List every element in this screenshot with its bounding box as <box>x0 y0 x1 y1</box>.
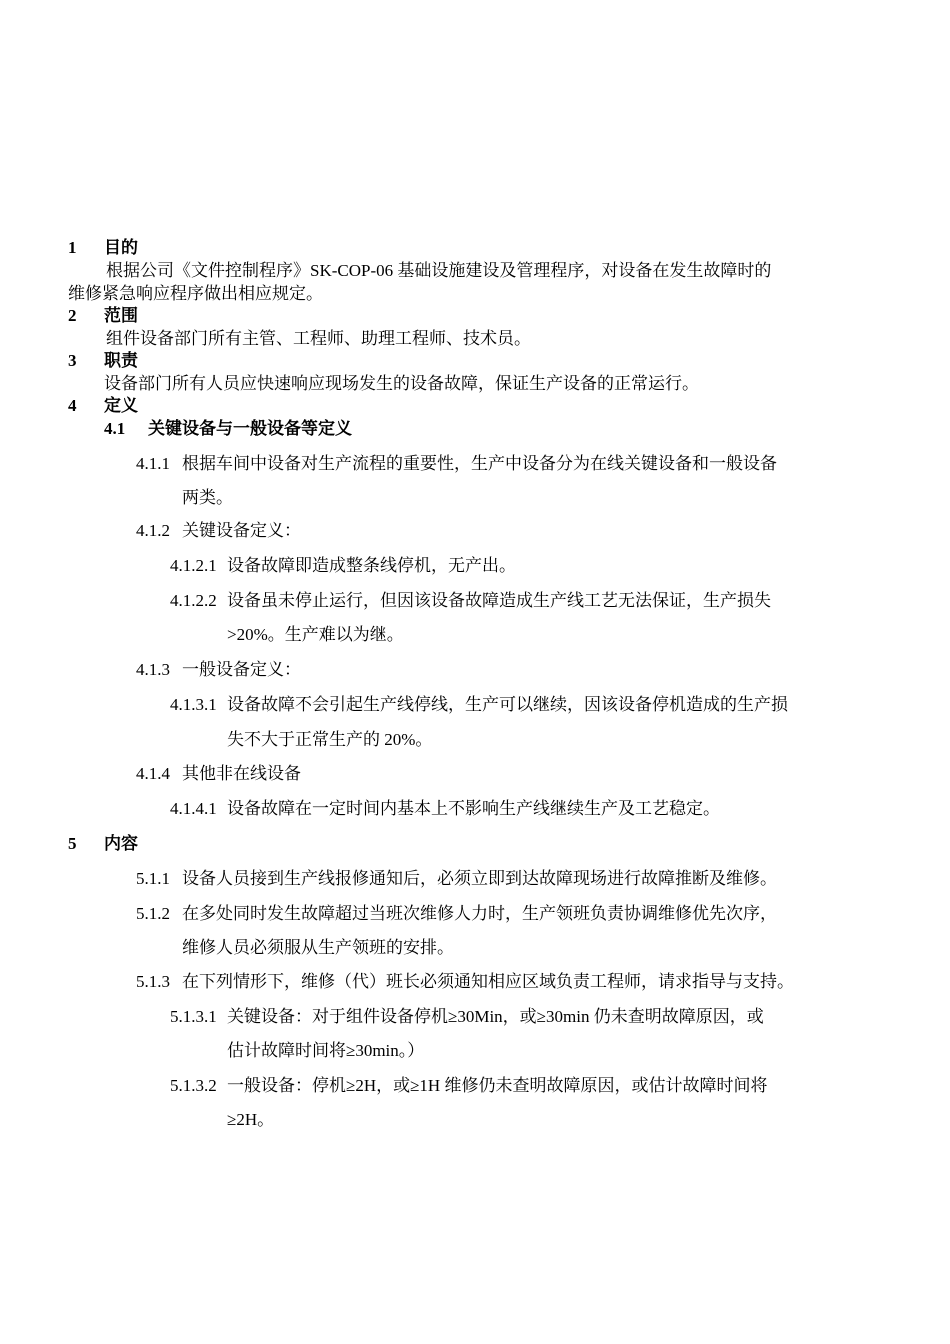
item-4-1-3: 4.1.3 一般设备定义： <box>136 660 301 679</box>
section-3-heading: 3 职责 <box>68 351 138 370</box>
item-4-1-2-2: 4.1.2.2 设备虽未停止运行，但因该设备故障造成生产线工艺无法保证，生产损失 <box>170 591 771 610</box>
item-5-1-3-1-cont: 估计故障时间将≥30min。） <box>227 1041 425 1060</box>
item-5-1-3-1: 5.1.3.1 关键设备：对于组件设备停机≥30Min，或≥30min 仍未查明故障原因，或 <box>170 1007 764 1026</box>
section-2-text: 组件设备部门所有主管、工程师、助理工程师、技术员。 <box>106 329 531 348</box>
item-5-1-2-cont: 维修人员必须服从生产领班的安排。 <box>182 938 454 957</box>
section-5-heading: 5 内容 <box>68 834 138 853</box>
item-4-1-4-1: 4.1.4.1 设备故障在一定时间内基本上不影响生产线继续生产及工艺稳定。 <box>170 799 720 818</box>
item-4-1-2: 4.1.2 关键设备定义： <box>136 521 301 540</box>
section-4-heading: 4 定义 <box>68 396 138 415</box>
item-4-1-1: 4.1.1 根据车间中设备对生产流程的重要性，生产中设备分为在线关键设备和一般设备 <box>136 454 777 473</box>
item-5-1-3: 5.1.3 在下列情形下，维修（代）班长必须通知相应区域负责工程师，请求指导与支持。 <box>136 972 794 991</box>
subsection-4-1-heading: 4.1 关键设备与一般设备等定义 <box>104 419 352 438</box>
item-4-1-2-2-cont: >20%。生产难以为继。 <box>227 625 404 644</box>
item-4-1-2-1: 4.1.2.1 设备故障即造成整条线停机，无产出。 <box>170 556 516 575</box>
item-5-1-2: 5.1.2 在多处同时发生故障超过当班次维修人力时，生产领班负责协调维修优先次序， <box>136 904 777 923</box>
item-5-1-1: 5.1.1 设备人员接到生产线报修通知后，必须立即到达故障现场进行故障推断及维修。 <box>136 869 777 888</box>
item-5-1-3-2: 5.1.3.2 一般设备：停机≥2H，或≥1H 维修仍未查明故障原因，或估计故障时间将 <box>170 1076 768 1095</box>
section-2-heading: 2 范围 <box>68 306 138 325</box>
item-4-1-4: 4.1.4 其他非在线设备 <box>136 764 301 783</box>
item-4-1-1-cont: 两类。 <box>182 488 233 507</box>
section-1-text-line1: 根据公司《文件控制程序》SK-COP-06 基础设施建设及管理程序，对设备在发生故障时的 <box>106 261 772 280</box>
section-1-heading: 1 目的 <box>68 238 138 257</box>
item-4-1-3-1-cont: 失不大于正常生产的 20%。 <box>227 730 433 749</box>
item-5-1-3-2-cont: ≥2H。 <box>227 1110 275 1129</box>
section-3-text: 设备部门所有人员应快速响应现场发生的设备故障，保证生产设备的正常运行。 <box>104 374 699 393</box>
section-1-text-line2: 维修紧急响应程序做出相应规定。 <box>68 284 323 303</box>
item-4-1-3-1: 4.1.3.1 设备故障不会引起生产线停线，生产可以继续，因该设备停机造成的生产损 <box>170 695 788 714</box>
